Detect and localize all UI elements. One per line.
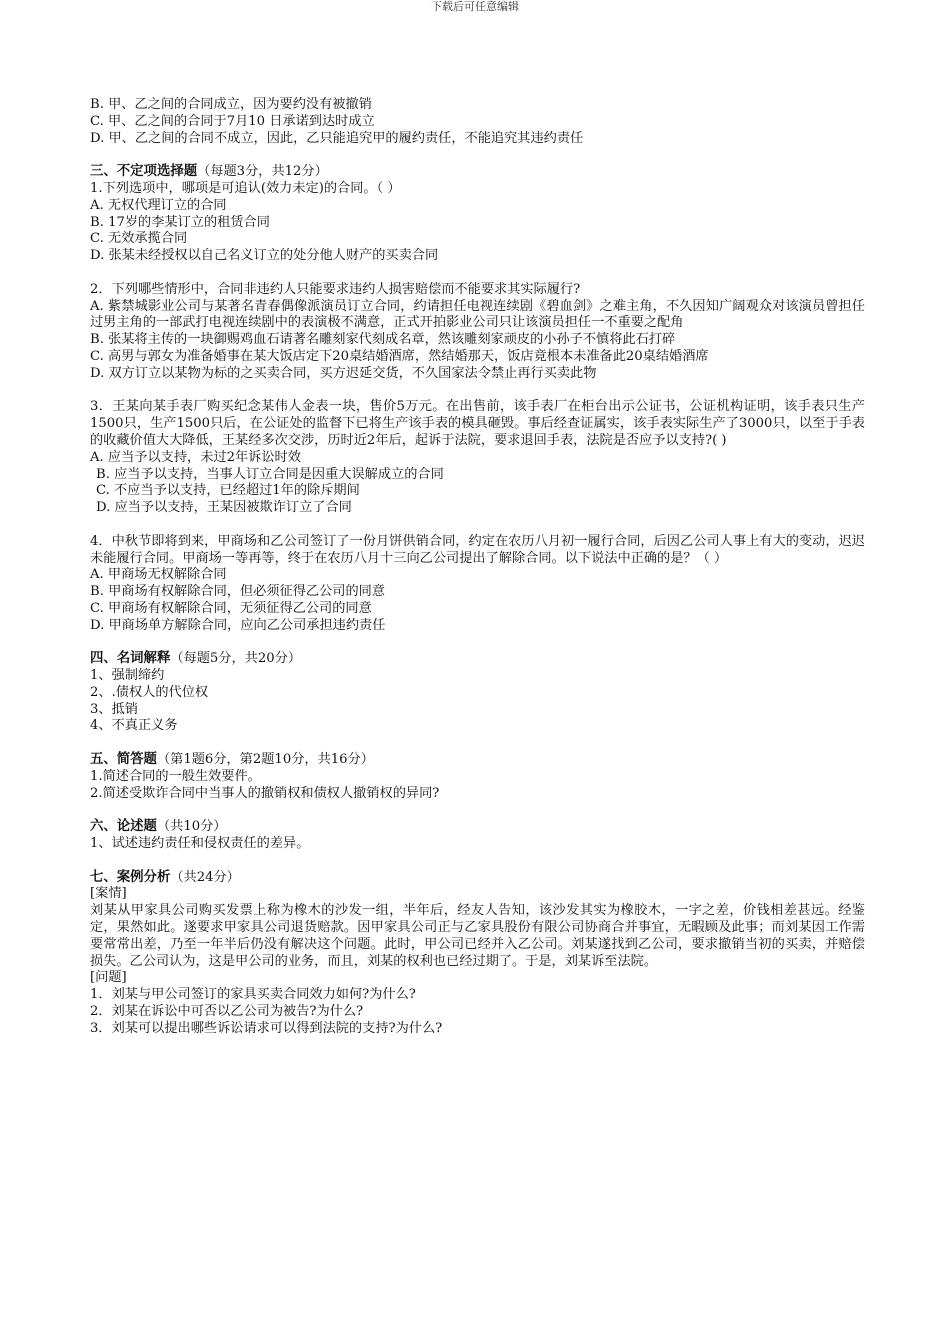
section-3-title: 三、不定项选择题	[90, 164, 198, 180]
q4-stem: 4．中秋节即将到来，甲商场和乙公司签订了一份月饼供销合同，约定在农历八月初一履行合同，后因乙公司人事上有大的变动，迟迟未能履行合同。甲商场一等再等，终于在农历八月十三向乙公司提出了解除合同。以下说法中正确的是？（ ）	[90, 533, 865, 566]
q1-stem: 1.下列选项中，哪项是可追认(效力未定)的合同。（ ）	[90, 180, 401, 196]
q2-option-b: B. 张某将主传的一块御赐鸡血石请著名雕刻家代刻成名章，然该雕刻家顽皮的小孙子不慎将此石打碎	[90, 332, 676, 348]
section-7-heading	[90, 870, 865, 887]
q3-stem: 3．王某向某手表厂购买纪念某伟人金表一块，售价5万元。在出售前，该手表厂在柜台出示公证书，公证机构证明，该手表只生产1500只，生产1500只后，在公证处的监督下已将生产该手表的模具砸毁。事后经查证属实，该手表实际生产了3000只，以至于手表的收藏价值大大降低，王某经多次交涉，历时近2年后，起诉于法院，要求退回手表，法院是否应予以支持?( )	[90, 399, 865, 448]
essay-1: 1、试述违约责任和侵权责任的差异。	[90, 836, 310, 852]
short-answer-1: 1.简述合同的一般生效要件。	[90, 768, 261, 784]
q3-option-b: B. 应当予以支持，当事人订立合同是因重大误解成立的合同	[96, 466, 444, 482]
page-header: 下载后可任意编辑	[431, 0, 519, 13]
q2-option-d: D. 双方订立以某物为标的之买卖合同，买方迟延交货，不久国家法令禁止再行买卖此物	[90, 365, 597, 381]
q2-stem: 2．下列哪些情形中，合同非违约人只能要求违约人损害赔偿而不能要求其实际履行?	[90, 281, 581, 297]
option-d: D. 甲、乙之间的合同不成立，因此，乙只能追究甲的履约责任，不能追究其违约责任	[90, 130, 584, 146]
section-4-title: 四、名词解释	[90, 651, 171, 667]
section-5-title: 五、简答题	[90, 752, 157, 768]
term-4: 4、不真正义务	[90, 718, 178, 734]
case-text: 刘某从甲家具公司购买发票上称为橡木的沙发一组，半年后，经友人告知，该沙发其实为橡胶木，一字之差，价钱相差甚远。经鉴定，果然如此。遂要求甲家具公司退货赔款。因甲家具公司正与乙家具股份有限公司协商合并事宜，无暇顾及此事；而刘某因工作需要常常出差，乃至一年半后仍没有解决这个问题。此时，甲公司已经并入乙公司。刘某遂找到乙公司，要求撤销当初的买卖，并赔偿损失。乙公司认为，这是甲公司的业务，而且，刘某的权利也已经过期了。于是，刘某诉至法院。	[90, 903, 865, 969]
q1-option-d: D. 张某未经授权以自己名义订立的处分他人财产的买卖合同	[90, 248, 439, 264]
q2-option-a: A. 紫禁城影业公司与某著名青春偶像派演员订立合同，约请担任电视连续剧《碧血剑》之难主角，不久因知广阔观众对该演员曾担任过男主角的一部武打电视连续剧中的表演极不满意，正式开拍影业公司只让该演员担任一不重要之配角	[90, 298, 865, 331]
section-7-title: 七、案例分析	[90, 869, 171, 885]
section-5-heading	[90, 752, 865, 769]
section-3-heading	[90, 164, 865, 181]
term-2: 2、.债权人的代位权	[90, 684, 209, 700]
q4-option-d: D. 甲商场单方解除合同，应向乙公司承担违约责任	[90, 617, 386, 633]
q4-option-c: C. 甲商场有权解除合同，无须征得乙公司的同意	[90, 600, 372, 616]
short-answer-2: 2.简述受欺诈合同中当事人的撤销权和债权人撤销权的异同?	[90, 785, 440, 801]
section-4-heading	[90, 651, 865, 668]
case-question-3: 3．刘某可以提出哪些诉讼请求可以得到法院的支持?为什么?	[90, 1020, 443, 1036]
case-label: [案情]	[90, 886, 127, 902]
q1-option-a: A. 无权代理订立的合同	[90, 197, 227, 213]
question-label: [问题]	[90, 970, 127, 986]
q1-option-b: B. 17岁的李某订立的租赁合同	[90, 214, 270, 230]
document-body	[90, 97, 865, 1038]
case-question-1: 1．刘某与甲公司签订的家具买卖合同效力如何?为什么?	[90, 987, 416, 1003]
section-7-note: （共24分）	[170, 869, 240, 885]
term-1: 1、强制缔约	[90, 668, 165, 684]
q1-option-c: C. 无效承揽合同	[90, 231, 188, 247]
section-4-note: （每题5分，共20分）	[170, 651, 302, 667]
q4-option-a: A. 甲商场无权解除合同	[90, 567, 227, 583]
section-6-title: 六、论述题	[90, 819, 157, 835]
term-3: 3、抵销	[90, 701, 138, 717]
section-5-note: （第1题6分，第2题10分，共16分）	[156, 752, 374, 768]
section-6-heading	[90, 819, 865, 836]
q3-option-d: D. 应当予以支持，王某因被欺诈订立了合同	[96, 500, 352, 516]
q3-option-a: A. 应当予以支持，未过2年诉讼时效	[90, 449, 301, 465]
q2-option-c: C. 高男与郭女为准备婚事在某大饭店定下20桌结婚酒席，然结婚那天，饭店竟根本未准备此20桌结婚酒席	[90, 348, 709, 364]
q3-option-c: C. 不应当予以支持，已经超过1年的除斥期间	[96, 483, 360, 499]
option-b: B. 甲、乙之间的合同成立，因为要约没有被撤销	[90, 97, 372, 112]
q4-option-b: B. 甲商场有权解除合同，但必须征得乙公司的同意	[90, 584, 386, 600]
option-c: C. 甲、乙之间的合同于7月10 日承诺到达时成立	[90, 113, 375, 129]
section-6-note: （共10分）	[156, 819, 227, 835]
section-3-note: （每题3分，共12分）	[197, 164, 328, 180]
case-question-2: 2．刘某在诉讼中可否以乙公司为被告?为什么?	[90, 1004, 364, 1020]
